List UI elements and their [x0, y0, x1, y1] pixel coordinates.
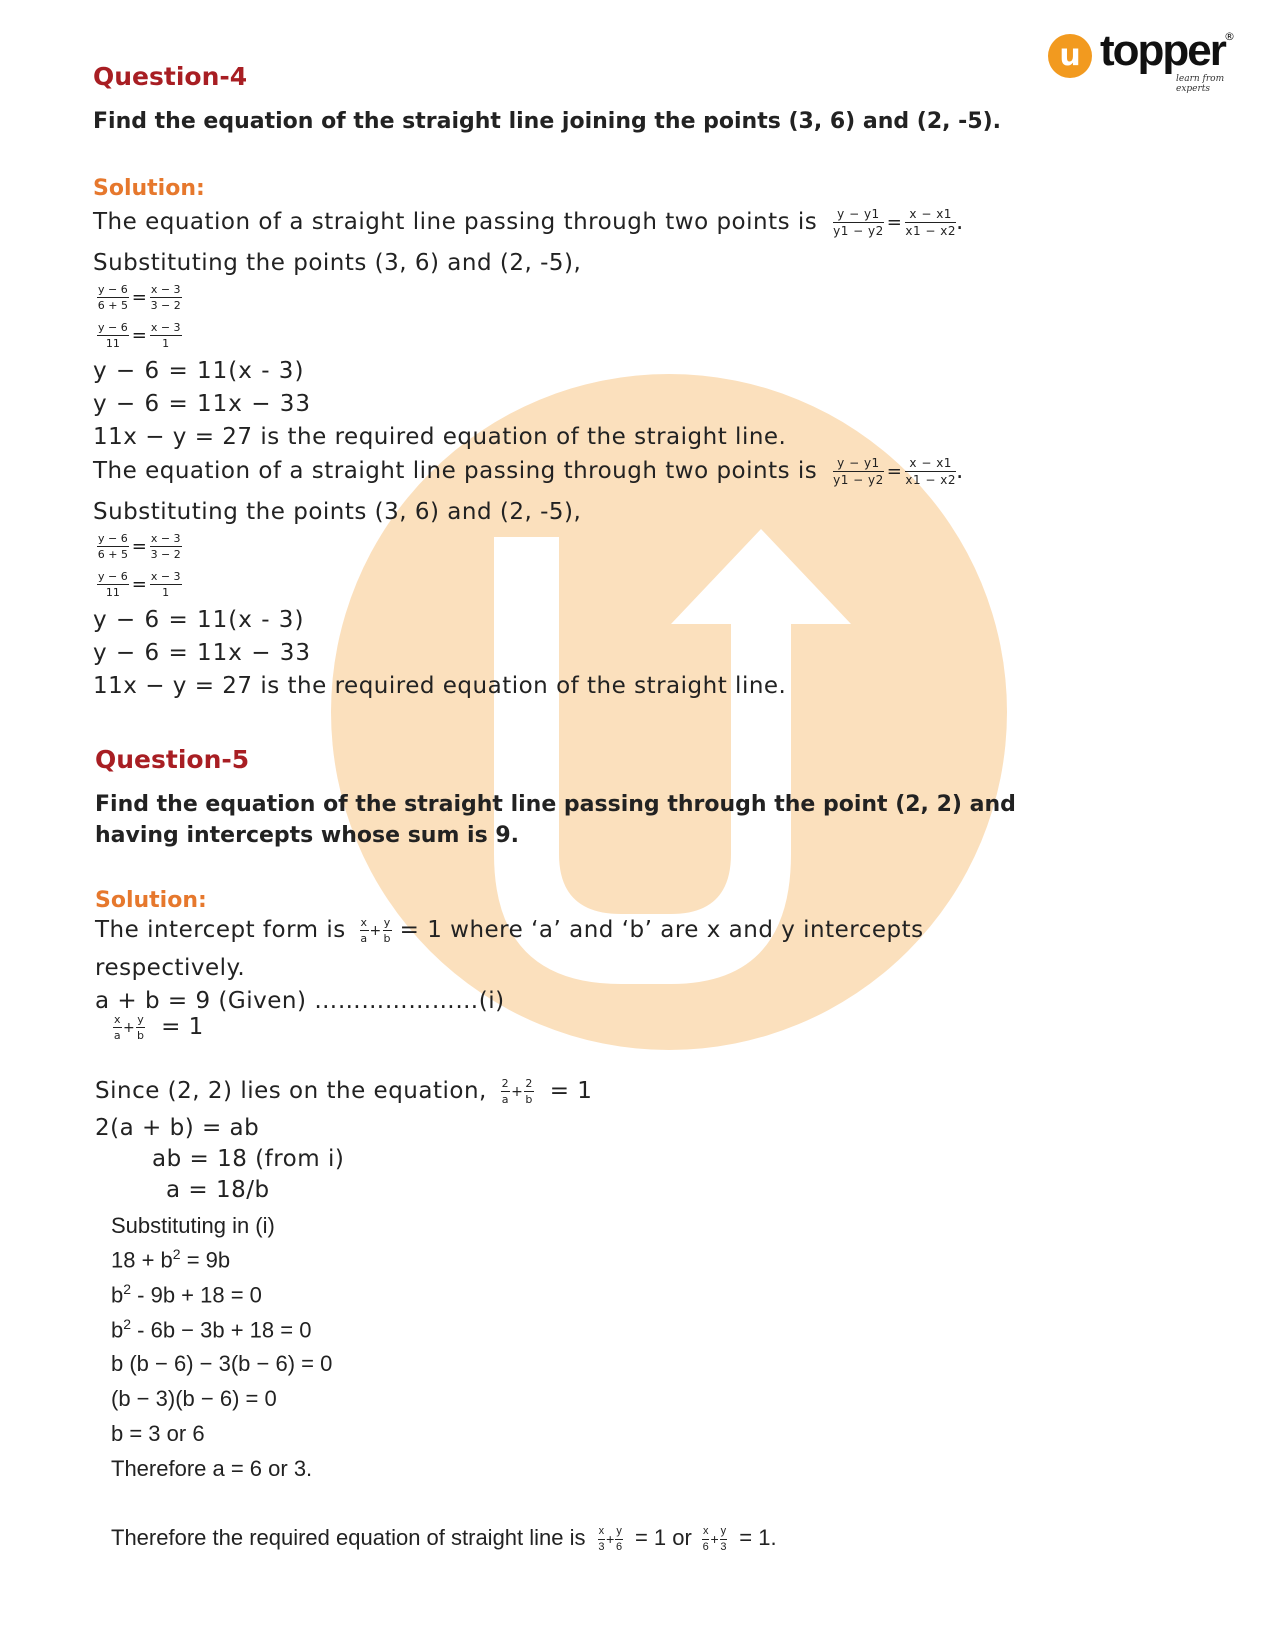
- b-values: b = 3 or 6: [111, 1421, 205, 1446]
- solution-4-label: Solution:: [93, 176, 205, 201]
- logo-circle-icon: u: [1048, 34, 1092, 78]
- substitution-text-repeat: Substituting the points (3, 6) and (2, -5),: [93, 499, 582, 525]
- solution-5-label: Solution:: [95, 888, 207, 913]
- formula-rhs: $\frac{x - x1}{x1 - x2}$: [905, 207, 957, 238]
- substituting-text: Substituting in (i): [111, 1213, 275, 1238]
- substitution-text: Substituting the points (3, 6) and (2, -5),: [93, 250, 582, 276]
- registered-mark: ®: [1224, 30, 1235, 43]
- equation-line-1-repeat: y − 6 = 11(x - 3): [93, 607, 305, 633]
- fraction-step-2: $\frac{y - 6}{11}$ = $\frac{x - 3}{1}$: [98, 321, 181, 350]
- question-4-heading: Question-4: [93, 62, 248, 91]
- logo-tagline: learn from experts: [1176, 74, 1225, 94]
- a-values: Therefore a = 6 or 3.: [111, 1456, 313, 1481]
- formula-line: The equation of a straight line passing through two points is $\frac{y - y1}{y1 - y2}$ = $\frac{x - x1}{x1 - x2}$ .: [93, 207, 964, 238]
- equation-line-3-repeat: 11x − y = 27 is the required equation of the straight line.: [93, 673, 787, 699]
- formula-line-repeat: The equation of a straight line passing through two points is $\frac{y - y1}{y1 - y2}$ = $\frac{x - x1}{x1 - x2}$ .: [93, 456, 964, 487]
- equation-line-1: y − 6 = 11(x - 3): [93, 358, 305, 384]
- equation-line-2: y − 6 = 11x − 33: [93, 391, 312, 417]
- step-line-2: ab = 18 (from i): [152, 1146, 345, 1172]
- since-line: Since (2, 2) lies on the equation, $\frac{2}{a}$ + $\frac{2}{b}$ = 1: [95, 1077, 593, 1106]
- fraction-step-1-repeat: $\frac{y - 6}{6 + 5}$ = $\frac{x - 3}{3 - 2}$: [97, 532, 181, 561]
- step-line-3: a = 18/b: [166, 1177, 270, 1203]
- factor-line-1: b (b − 6) − 3(b − 6) = 0: [111, 1351, 333, 1376]
- step-line-1: 2(a + b) = ab: [95, 1115, 260, 1141]
- quadratic-line-1: $18 + b^2 = 9b$: [111, 1246, 231, 1273]
- formula-lhs: $\frac{y - y1}{y1 - y2}$: [833, 207, 884, 238]
- fraction-step-2-repeat: $\frac{y - 6}{11}$ = $\frac{x - 3}{1}$: [98, 570, 181, 599]
- quadratic-line-2: $b^2 - 9b + 18 = 0$: [111, 1281, 262, 1308]
- question-5-text-line-2: having intercepts whose sum is 9.: [95, 823, 520, 848]
- question-5-text-line-1: Find the equation of the straight line passing through the point (2, 2) and: [95, 792, 1016, 817]
- logo-wordmark: topper: [1100, 26, 1225, 75]
- intercept-form-line: The intercept form is $\frac{x}{a}$ + $\frac{y}{b}$ = 1 where ‘a’ and ‘b’ are x and y intercepts: [95, 916, 924, 945]
- quadratic-line-3: $b^2 - 6b - 3b + 18 = 0$: [111, 1316, 312, 1343]
- final-answer: Therefore the required equation of straight line is $\frac{x}{3}$ + $\frac{y}{6}$ = 1 or $\frac{x}{6}$ + $\frac{y}{3}$ = 1.: [111, 1524, 777, 1553]
- intercept-equation: $\frac{x}{a}$ + $\frac{y}{b}$ = 1: [113, 1013, 204, 1042]
- given-equation: a + b = 9 (Given) …………………(i): [95, 988, 505, 1014]
- fraction-step-1: $\frac{y - 6}{6 + 5}$ = $\frac{x - 3}{3 - 2}$: [97, 283, 181, 312]
- factor-line-2: (b − 3)(b − 6) = 0: [111, 1386, 277, 1411]
- question-5-heading: Question-5: [95, 745, 250, 774]
- formula-text: The equation of a straight line passing through two points is: [93, 209, 818, 235]
- topper-logo: [1040, 28, 1250, 96]
- respectively-text: respectively.: [95, 955, 246, 981]
- question-4-text: Find the equation of the straight line joining the points (3, 6) and (2, -5).: [93, 109, 1002, 134]
- equation-line-2-repeat: y − 6 = 11x − 33: [93, 640, 312, 666]
- equation-line-3: 11x − y = 27 is the required equation of the straight line.: [93, 424, 787, 450]
